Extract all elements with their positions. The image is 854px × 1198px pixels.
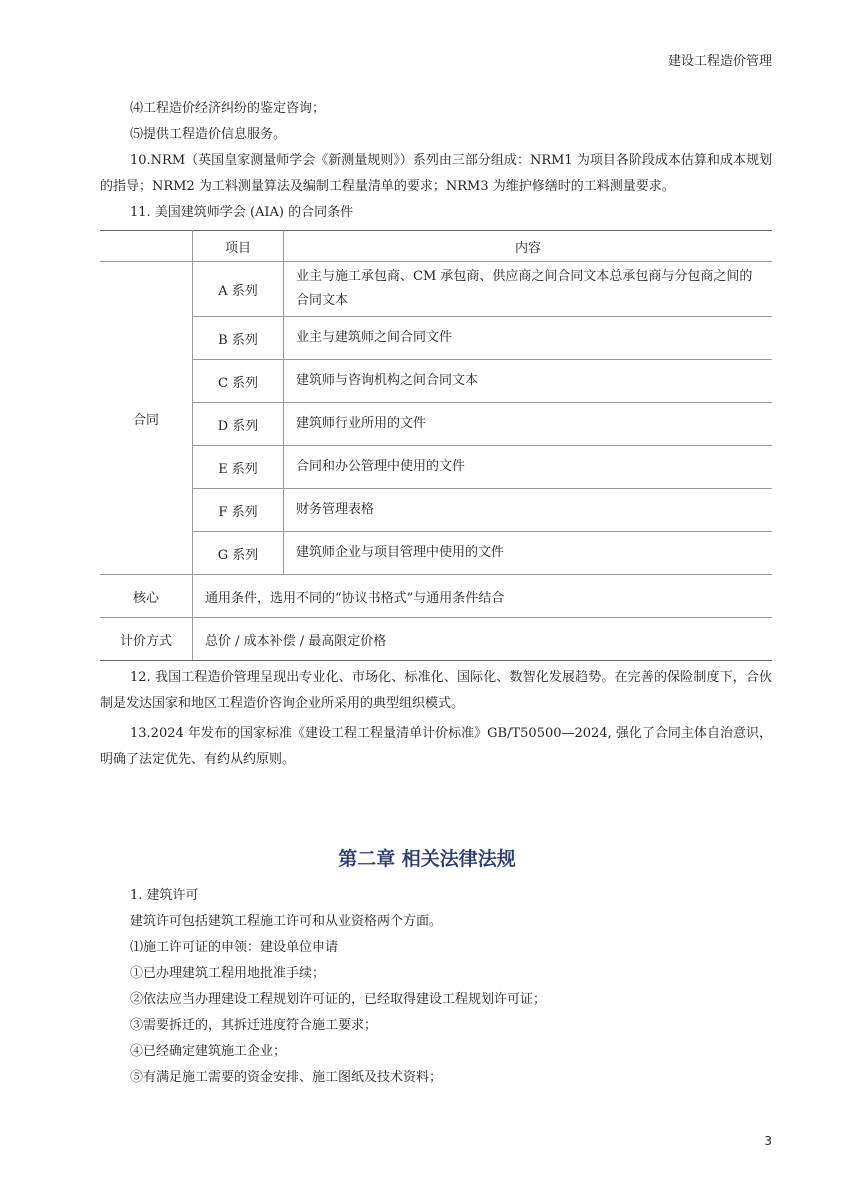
content-cell: 财务管理表格: [284, 489, 773, 532]
item-10-paragraph: 10.NRM（英国皇家测量师学会《新测量规则》）系列由三部分组成：NRM1 为项目各阶段成本估算和成本规划的指导；NRM2 为工料测量算法及编制工程量清单的要求；NRM3 为维护修缮时的工料测量要求。: [100, 153, 772, 194]
table-row: [100, 489, 772, 532]
chapter-title: 第二章 相关法律法规: [338, 848, 516, 870]
item-12-paragraph: 12. 我国工程造价管理呈现出专业化、市场化、标准化、国际化、数智化发展趋势。在完善的保险制度下，合伙制是发达国家和地区工程造价咨询企业所采用的典型组织模式。: [100, 670, 772, 711]
section-sub: ⑴施工许可证的申领：建设单位申请: [130, 940, 339, 955]
series-cell: D 系列: [193, 403, 284, 446]
pricing-label-cell: 计价方式: [100, 618, 193, 661]
group-label-cell: 合同: [100, 262, 193, 575]
section-2-content: [130, 883, 772, 1091]
item-11-title: 11. 美国建筑师学会 (AIA) 的合同条件: [130, 205, 354, 220]
content-cell: 业主与施工承包商、CM 承包商、供应商之间合同文本总承包商与分包商之间的合同文本: [284, 262, 773, 317]
page-number: 3: [764, 1134, 772, 1148]
core-label-cell: 核心: [100, 575, 193, 618]
list-item: ⑤有满足施工需要的资金安排、施工图纸及技术资料；: [130, 1070, 443, 1085]
running-header: 建设工程造价管理: [667, 54, 772, 69]
core-content-cell: 通用条件，选用不同的“协议书格式”与通用条件结合: [193, 575, 773, 618]
content-cell: 合同和办公管理中使用的文件: [284, 446, 773, 489]
header-content-cell: 内容: [284, 231, 773, 262]
content-cell: 建筑师行业所用的文件: [284, 403, 773, 446]
series-cell: C 系列: [193, 360, 284, 403]
header-item-cell: 项目: [193, 231, 284, 262]
list-item: ②依法应当办理建设工程规划许可证的，已经取得建设工程规划许可证；: [130, 992, 547, 1007]
content-cell: 建筑师与咨询机构之间合同文本: [284, 360, 773, 403]
table-row: [100, 262, 772, 317]
series-cell: B 系列: [193, 317, 284, 360]
series-cell: E 系列: [193, 446, 284, 489]
table-row: [100, 403, 772, 446]
pricing-row: [100, 618, 772, 661]
list-item: ③需要拆迁的，其拆迁进度符合施工要求；: [130, 1018, 378, 1033]
table-row: [100, 446, 772, 489]
aia-contract-table: [100, 230, 772, 661]
section-heading: 1. 建筑许可: [130, 888, 199, 903]
item-13-paragraph: 13.2024 年发布的国家标准《建设工程工程量清单计价标准》GB/T50500—2024, 强化了合同主体自治意识，明确了法定优先、有约从约原则。: [100, 726, 772, 767]
header-empty-cell: [100, 231, 193, 262]
list-item: ①已办理建筑工程用地批准手续；: [130, 966, 326, 981]
table-header-row: [100, 231, 772, 262]
main-content: [100, 96, 772, 773]
table-row: [100, 532, 772, 575]
table-row: [100, 317, 772, 360]
content-cell: 建筑师企业与项目管理中使用的文件: [284, 532, 773, 575]
list-item: ④已经确定建筑施工企业；: [130, 1044, 287, 1059]
series-cell: F 系列: [193, 489, 284, 532]
series-cell: A 系列: [193, 262, 284, 317]
content-cell: 业主与建筑师之间合同文件: [284, 317, 773, 360]
core-row: [100, 575, 772, 618]
intro-line-4: ⑷工程造价经济纠纷的鉴定咨询；: [130, 101, 326, 116]
pricing-content-cell: 总价 / 成本补偿 / 最高限定价格: [193, 618, 773, 661]
section-intro: 建筑许可包括建筑工程施工许可和从业资格两个方面。: [130, 914, 443, 929]
series-cell: G 系列: [193, 532, 284, 575]
intro-line-5: ⑸提供工程造价信息服务。: [130, 127, 287, 142]
table-row: [100, 360, 772, 403]
